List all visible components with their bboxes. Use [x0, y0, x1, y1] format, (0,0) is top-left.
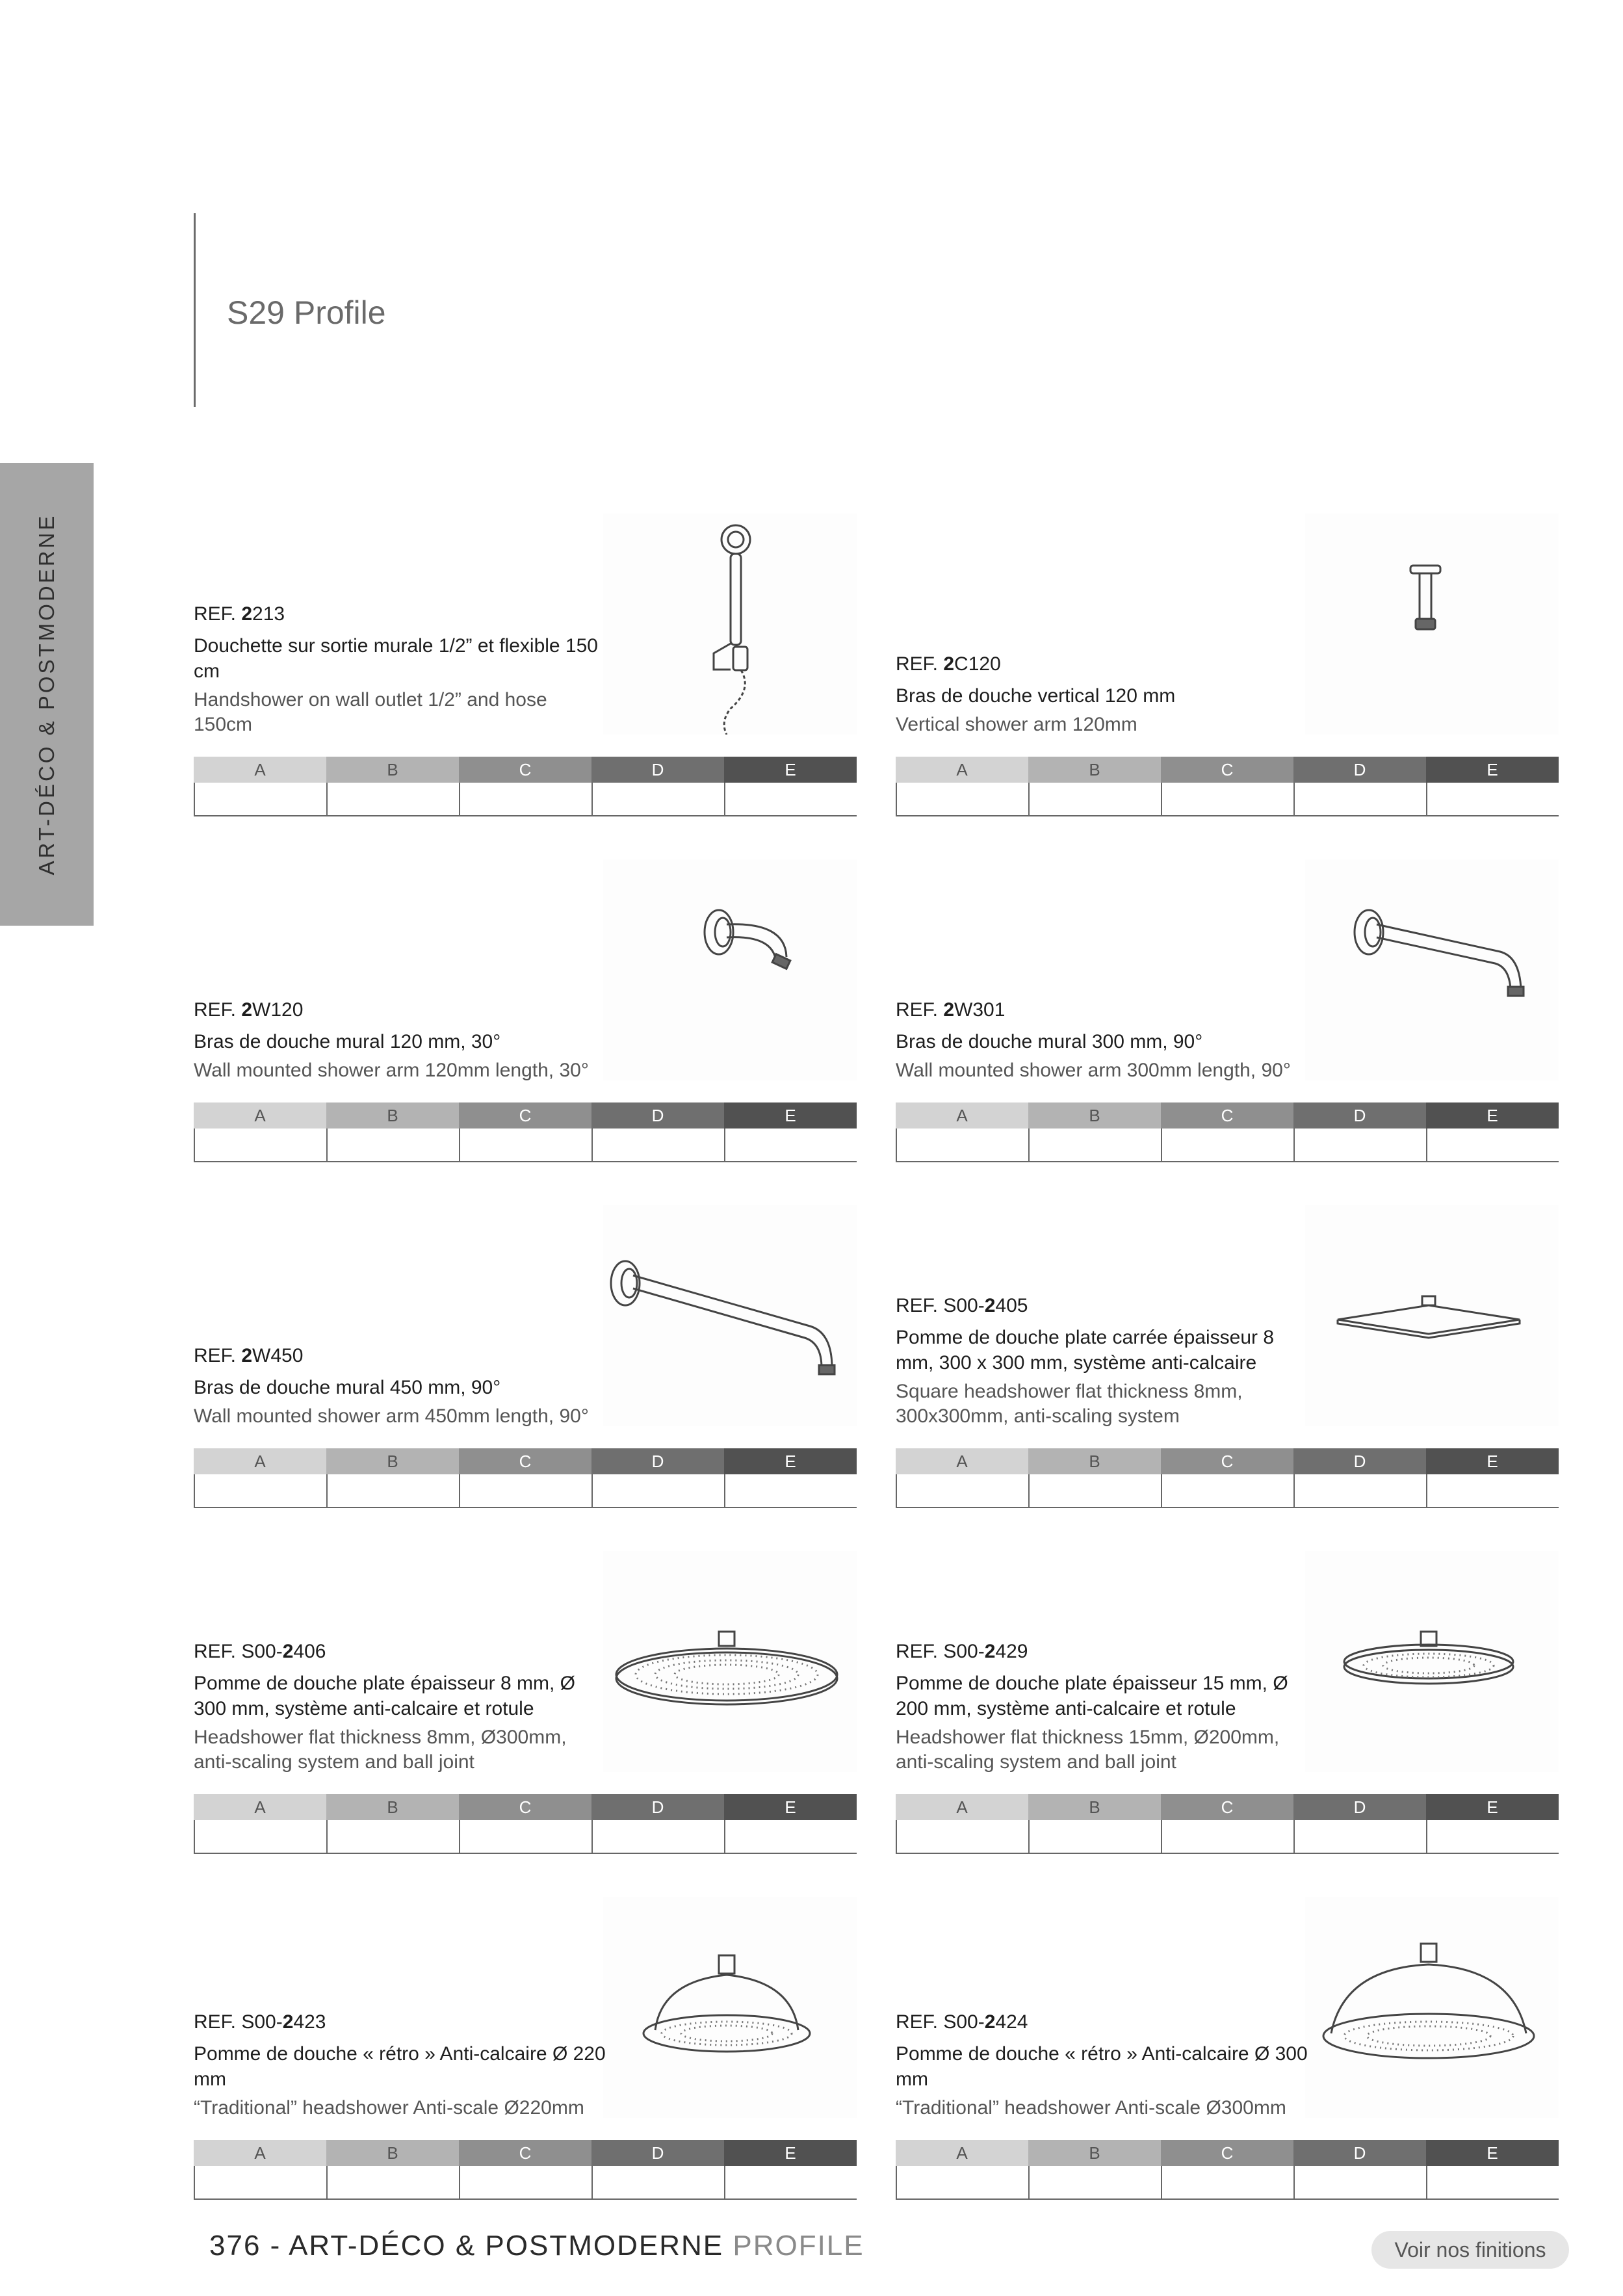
page-title: S29 Profile — [227, 294, 386, 331]
finish-cell — [1426, 783, 1559, 815]
product-image — [1305, 1205, 1559, 1426]
product-card — [194, 1205, 857, 1507]
finish-cell — [326, 2166, 459, 2198]
wall-arm-medium-icon — [1305, 859, 1559, 1080]
product-card — [194, 514, 857, 815]
finish-col-e: E — [724, 757, 857, 783]
finish-col-c: C — [459, 1448, 591, 1474]
handshower-icon — [603, 514, 857, 735]
product-desc-en: Square headshower flat thickness 8mm, 300x300mm, anti-scaling system — [896, 1381, 1243, 1427]
product-image — [1305, 1897, 1559, 2118]
product-info — [194, 2011, 610, 2120]
product-desc-en: Vertical shower arm 120mm — [896, 714, 1137, 735]
finish-col-c: C — [459, 1794, 591, 1820]
finish-cell — [1028, 1474, 1161, 1507]
page-footer — [209, 2230, 864, 2262]
product-desc-fr: Pomme de douche « rétro » Anti-calcaire Ø 220 mm — [194, 2043, 606, 2090]
product-desc-fr: Douchette sur sortie murale 1/2” et flexible 150 cm — [194, 635, 598, 682]
finish-col-a: A — [896, 757, 1028, 783]
finish-cell — [459, 2166, 591, 2198]
finish-col-a: A — [194, 1448, 326, 1474]
finish-table — [896, 1448, 1559, 1507]
finish-col-b: B — [1028, 1448, 1161, 1474]
product-desc-en: Headshower flat thickness 15mm, Ø200mm, anti-scaling system and ball joint — [896, 1727, 1280, 1773]
finish-col-d: D — [591, 757, 724, 783]
finish-table — [194, 1102, 857, 1161]
finish-col-b: B — [1028, 2140, 1161, 2166]
finish-col-b: B — [1028, 1102, 1161, 1128]
square-headshower-icon — [1305, 1205, 1559, 1426]
finish-cell — [1161, 1474, 1293, 1507]
finish-cell — [1426, 1820, 1559, 1853]
finish-col-c: C — [459, 757, 591, 783]
product-ref: REF. S00-2405 — [896, 1295, 1028, 1316]
finish-cell — [1293, 783, 1426, 815]
wall-arm-long-icon — [603, 1205, 857, 1426]
product-desc-fr: Pomme de douche « rétro » Anti-calcaire Ø 300 mm — [896, 2043, 1308, 2090]
finish-col-d: D — [591, 2140, 724, 2166]
product-desc-en: Wall mounted shower arm 300mm length, 90° — [896, 1060, 1291, 1081]
finish-col-e: E — [724, 1794, 857, 1820]
finish-cell — [326, 1128, 459, 1161]
product-ref: REF. S00-2424 — [896, 2011, 1028, 2033]
product-desc-en: Wall mounted shower arm 450mm length, 90° — [194, 1405, 589, 1427]
finish-table — [896, 757, 1559, 815]
finish-cell — [1426, 2166, 1559, 2198]
round-headshower-small-icon — [1305, 1551, 1559, 1772]
finish-col-c: C — [1161, 2140, 1293, 2166]
finish-cell — [591, 1474, 724, 1507]
finish-col-e: E — [1426, 1102, 1559, 1128]
finish-col-c: C — [1161, 757, 1293, 783]
product-desc-fr: Pomme de douche plate épaisseur 15 mm, Ø 200 mm, système anti-calcaire et rotule — [896, 1673, 1288, 1719]
retro-headshower-220-icon — [603, 1897, 857, 2118]
finish-col-e: E — [1426, 1794, 1559, 1820]
finish-cell — [459, 1820, 591, 1853]
finish-cell — [896, 783, 1028, 815]
product-info — [896, 1295, 1312, 1429]
finish-col-b: B — [326, 1448, 459, 1474]
finish-cell — [724, 1128, 857, 1161]
finish-col-b: B — [326, 1102, 459, 1128]
finish-cell — [896, 1820, 1028, 1853]
finish-table — [896, 1102, 1559, 1161]
finish-col-a: A — [194, 757, 326, 783]
finish-col-d: D — [591, 1448, 724, 1474]
finish-cell — [724, 2166, 857, 2198]
product-desc-fr: Pomme de douche plate épaisseur 8 mm, Ø 300 mm, système anti-calcaire et rotule — [194, 1673, 575, 1719]
finish-col-b: B — [326, 2140, 459, 2166]
product-ref: REF. S00-2406 — [194, 1641, 326, 1662]
product-desc-en: Headshower flat thickness 8mm, Ø300mm, anti-scaling system and ball joint — [194, 1727, 567, 1773]
finish-cell — [194, 1820, 326, 1853]
finish-col-e: E — [724, 1448, 857, 1474]
product-image — [603, 1551, 857, 1772]
product-info — [896, 999, 1312, 1083]
finish-cell — [896, 1128, 1028, 1161]
finish-col-b: B — [1028, 1794, 1161, 1820]
finish-cell — [591, 2166, 724, 2198]
product-card — [896, 1897, 1559, 2198]
finish-col-a: A — [194, 1102, 326, 1128]
product-desc-fr: Bras de douche vertical 120 mm — [896, 685, 1176, 707]
product-card — [896, 514, 1559, 815]
finish-cell — [1028, 1820, 1161, 1853]
finish-col-d: D — [1293, 757, 1426, 783]
product-image — [1305, 859, 1559, 1080]
finish-cell — [459, 1474, 591, 1507]
wall-arm-short-icon — [603, 859, 857, 1080]
finish-col-b: B — [326, 757, 459, 783]
retro-headshower-300-icon — [1305, 1897, 1559, 2118]
product-image — [1305, 514, 1559, 735]
finish-cell — [724, 1820, 857, 1853]
product-image — [603, 859, 857, 1080]
vertical-arm-icon — [1305, 514, 1559, 735]
finish-col-e: E — [724, 2140, 857, 2166]
product-card — [194, 1551, 857, 1853]
product-desc-fr: Bras de douche mural 120 mm, 30° — [194, 1031, 501, 1052]
product-card — [194, 1897, 857, 2198]
finish-col-d: D — [591, 1794, 724, 1820]
finish-col-b: B — [326, 1794, 459, 1820]
product-ref: REF. 2W450 — [194, 1345, 304, 1366]
finish-cell — [1161, 1820, 1293, 1853]
see-finishes-button[interactable]: Voir nos finitions — [1371, 2231, 1569, 2269]
finish-col-a: A — [896, 2140, 1028, 2166]
product-info — [194, 1641, 610, 1775]
product-desc-en: “Traditional” headshower Anti-scale Ø300mm — [896, 2097, 1286, 2119]
finish-cell — [1161, 1128, 1293, 1161]
finish-cell — [326, 783, 459, 815]
product-image — [603, 1897, 857, 2118]
side-tab-label: ART-DÉCO & POSTMODERNE — [34, 513, 58, 876]
finish-cell — [459, 783, 591, 815]
finish-cell — [591, 783, 724, 815]
header-rule — [194, 213, 196, 407]
finish-col-c: C — [459, 2140, 591, 2166]
finish-col-a: A — [194, 1794, 326, 1820]
product-ref: REF. 2C120 — [896, 653, 1001, 675]
finish-col-d: D — [591, 1102, 724, 1128]
product-ref: REF. S00-2429 — [896, 1641, 1028, 1662]
finish-cell — [1028, 1128, 1161, 1161]
product-image — [1305, 1551, 1559, 1772]
finish-col-a: A — [896, 1448, 1028, 1474]
product-image — [603, 514, 857, 735]
product-desc-fr: Bras de douche mural 450 mm, 90° — [194, 1377, 501, 1398]
finish-table — [896, 1794, 1559, 1853]
product-card — [896, 859, 1559, 1161]
finish-cell — [1293, 2166, 1426, 2198]
finish-cell — [896, 1474, 1028, 1507]
product-info — [194, 999, 610, 1083]
product-card — [896, 1205, 1559, 1507]
finish-col-c: C — [1161, 1794, 1293, 1820]
finish-cell — [459, 1128, 591, 1161]
product-desc-fr: Bras de douche mural 300 mm, 90° — [896, 1031, 1203, 1052]
finish-cell — [1161, 783, 1293, 815]
side-tab — [0, 463, 94, 926]
finish-col-c: C — [459, 1102, 591, 1128]
finish-cell — [194, 2166, 326, 2198]
product-desc-en: “Traditional” headshower Anti-scale Ø220mm — [194, 2097, 584, 2119]
finish-col-e: E — [1426, 757, 1559, 783]
finish-col-e: E — [1426, 2140, 1559, 2166]
product-info — [896, 1641, 1312, 1775]
finish-col-d: D — [1293, 1102, 1426, 1128]
finish-table — [194, 1794, 857, 1853]
finish-table — [194, 2140, 857, 2198]
finish-cell — [194, 1474, 326, 1507]
product-ref: REF. 2W120 — [194, 999, 304, 1021]
product-ref: REF. S00-2423 — [194, 2011, 326, 2033]
finish-cell — [326, 1474, 459, 1507]
finish-cell — [724, 1474, 857, 1507]
finish-table — [896, 2140, 1559, 2198]
finish-table — [194, 1448, 857, 1507]
footer-main: 376 - ART-DÉCO & POSTMODERNE — [209, 2230, 733, 2262]
finish-col-d: D — [1293, 1448, 1426, 1474]
finish-cell — [591, 1820, 724, 1853]
finish-cell — [326, 1820, 459, 1853]
finish-cell — [1426, 1128, 1559, 1161]
finish-col-c: C — [1161, 1102, 1293, 1128]
finish-col-d: D — [1293, 2140, 1426, 2166]
product-image — [603, 1205, 857, 1426]
finish-cell — [1426, 1474, 1559, 1507]
finish-col-b: B — [1028, 757, 1161, 783]
product-ref: REF. 2W301 — [896, 999, 1006, 1021]
finish-cell — [896, 2166, 1028, 2198]
finish-cell — [1161, 2166, 1293, 2198]
finish-cell — [194, 783, 326, 815]
product-desc-en: Handshower on wall outlet 1/2” and hose 150cm — [194, 689, 547, 735]
product-card — [194, 859, 857, 1161]
finish-col-d: D — [1293, 1794, 1426, 1820]
finish-cell — [724, 783, 857, 815]
finish-col-e: E — [1426, 1448, 1559, 1474]
finish-cell — [1293, 1820, 1426, 1853]
product-info — [194, 603, 610, 737]
product-info — [194, 1345, 610, 1429]
product-desc-en: Wall mounted shower arm 120mm length, 30° — [194, 1060, 589, 1081]
finish-cell — [1028, 2166, 1161, 2198]
product-ref: REF. 2213 — [194, 603, 285, 625]
product-info — [896, 2011, 1312, 2120]
finish-cell — [194, 1128, 326, 1161]
finish-col-e: E — [724, 1102, 857, 1128]
finish-cell — [1293, 1474, 1426, 1507]
round-headshower-large-icon — [603, 1551, 857, 1772]
finish-cell — [591, 1128, 724, 1161]
finish-col-a: A — [896, 1794, 1028, 1820]
finish-col-c: C — [1161, 1448, 1293, 1474]
footer-light: PROFILE — [733, 2230, 864, 2262]
product-info — [896, 653, 1312, 737]
finish-col-a: A — [194, 2140, 326, 2166]
finish-cell — [1293, 1128, 1426, 1161]
finish-cell — [1028, 783, 1161, 815]
finish-col-a: A — [896, 1102, 1028, 1128]
product-card — [896, 1551, 1559, 1853]
finish-table — [194, 757, 857, 815]
product-desc-fr: Pomme de douche plate carrée épaisseur 8 mm, 300 x 300 mm, système anti-calcaire — [896, 1327, 1275, 1374]
